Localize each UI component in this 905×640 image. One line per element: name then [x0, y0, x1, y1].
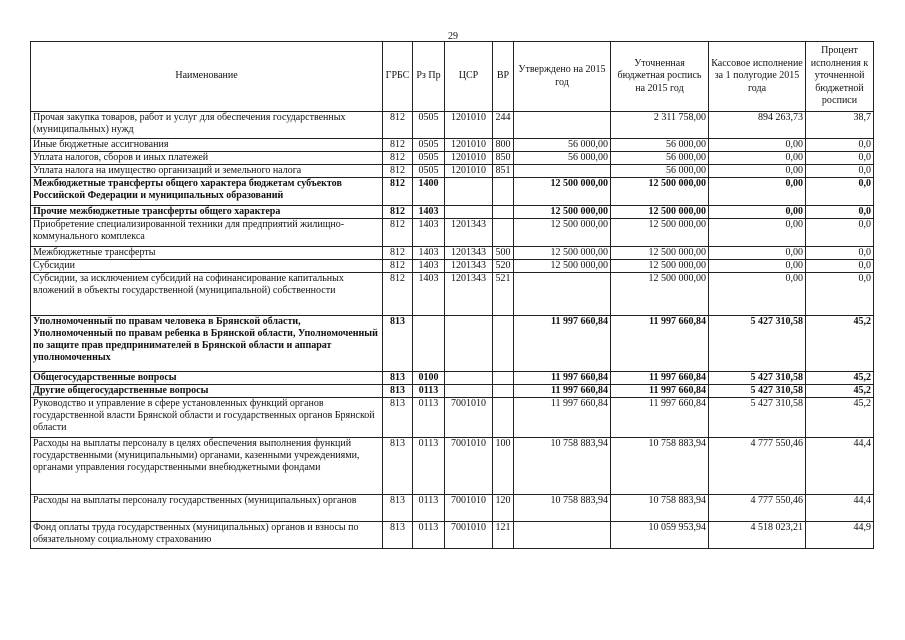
row-vr: 100 — [493, 438, 514, 495]
row-percent: 0,0 — [806, 273, 874, 316]
row-refined: 10 758 883,94 — [611, 438, 709, 495]
row-vr — [493, 316, 514, 372]
table-row — [31, 178, 874, 206]
header-refined: Уточненная бюджетная роспись на 2015 год — [611, 42, 709, 112]
row-rzpr: 0505 — [413, 152, 445, 165]
table-row — [31, 438, 874, 495]
row-rzpr: 1403 — [413, 260, 445, 273]
row-name: Приобретение специализированной техники для предприятий жилищно-коммунального комплекса — [31, 219, 383, 247]
row-grbs: 813 — [383, 316, 413, 372]
row-cash: 0,00 — [709, 273, 806, 316]
row-rzpr: 1403 — [413, 247, 445, 260]
row-rzpr: 0113 — [413, 522, 445, 549]
header-csr: ЦСР — [445, 42, 493, 112]
row-rzpr: 0505 — [413, 139, 445, 152]
row-percent: 0,0 — [806, 219, 874, 247]
row-vr: 500 — [493, 247, 514, 260]
row-csr: 1201010 — [445, 165, 493, 178]
row-approved: 10 758 883,94 — [514, 438, 611, 495]
row-vr — [493, 178, 514, 206]
table-header-row — [31, 42, 874, 112]
header-approved: Утверждено на 2015 год — [514, 42, 611, 112]
row-grbs: 812 — [383, 273, 413, 316]
header-name: Наименование — [31, 42, 383, 112]
row-csr — [445, 372, 493, 385]
row-rzpr: 1403 — [413, 206, 445, 219]
row-vr: 850 — [493, 152, 514, 165]
row-grbs: 812 — [383, 152, 413, 165]
row-rzpr: 1403 — [413, 219, 445, 247]
row-percent: 44,4 — [806, 438, 874, 495]
row-name: Расходы на выплаты персоналу государственных (муниципальных) органов — [31, 495, 383, 522]
table-row — [31, 165, 874, 178]
row-csr: 7001010 — [445, 495, 493, 522]
row-name: Расходы на выплаты персоналу в целях обеспечения выполнения функций государственными (муниципальными) органами, казенными учреждениями, органами управления государственными внебюджетными фондами — [31, 438, 383, 495]
row-cash: 5 427 310,58 — [709, 398, 806, 438]
row-percent: 44,9 — [806, 522, 874, 549]
table-row — [31, 139, 874, 152]
row-csr: 1201343 — [445, 247, 493, 260]
row-refined: 11 997 660,84 — [611, 316, 709, 372]
table-row — [31, 495, 874, 522]
row-refined: 12 500 000,00 — [611, 178, 709, 206]
row-name: Общегосударственные вопросы — [31, 372, 383, 385]
table-row — [31, 273, 874, 316]
row-csr: 1201010 — [445, 152, 493, 165]
row-approved: 11 997 660,84 — [514, 385, 611, 398]
row-name: Другие общегосударственные вопросы — [31, 385, 383, 398]
row-name: Уплата налога на имущество организаций и земельного налога — [31, 165, 383, 178]
row-csr — [445, 316, 493, 372]
row-cash: 0,00 — [709, 152, 806, 165]
row-cash: 0,00 — [709, 206, 806, 219]
row-grbs: 812 — [383, 219, 413, 247]
row-approved — [514, 165, 611, 178]
row-vr: 120 — [493, 495, 514, 522]
row-percent: 0,0 — [806, 165, 874, 178]
row-csr: 1201343 — [445, 219, 493, 247]
row-approved: 12 500 000,00 — [514, 260, 611, 273]
row-refined: 12 500 000,00 — [611, 206, 709, 219]
row-approved: 12 500 000,00 — [514, 219, 611, 247]
row-rzpr: 0113 — [413, 398, 445, 438]
row-cash: 4 518 023,21 — [709, 522, 806, 549]
row-approved: 56 000,00 — [514, 139, 611, 152]
row-rzpr — [413, 316, 445, 372]
row-percent: 44,4 — [806, 495, 874, 522]
row-grbs: 813 — [383, 522, 413, 549]
row-name: Субсидии, за исключением субсидий на софинансирование капитальных вложений в объекты государственной (муниципальной) собственности — [31, 273, 383, 316]
table-row — [31, 260, 874, 273]
row-grbs: 813 — [383, 398, 413, 438]
table-row — [31, 206, 874, 219]
table-row — [31, 316, 874, 372]
row-approved: 12 500 000,00 — [514, 206, 611, 219]
row-rzpr: 0100 — [413, 372, 445, 385]
table-row — [31, 247, 874, 260]
row-grbs: 812 — [383, 165, 413, 178]
row-refined: 2 311 758,00 — [611, 112, 709, 139]
row-vr: 121 — [493, 522, 514, 549]
row-percent: 0,0 — [806, 139, 874, 152]
row-name: Прочие межбюджетные трансферты общего характера — [31, 206, 383, 219]
header-cash: Кассовое исполнение за 1 полугодие 2015 года — [709, 42, 806, 112]
row-csr — [445, 385, 493, 398]
row-vr — [493, 206, 514, 219]
row-csr — [445, 206, 493, 219]
row-approved: 12 500 000,00 — [514, 178, 611, 206]
row-percent: 38,7 — [806, 112, 874, 139]
row-vr: 244 — [493, 112, 514, 139]
row-grbs: 812 — [383, 139, 413, 152]
row-cash: 4 777 550,46 — [709, 495, 806, 522]
row-rzpr: 1400 — [413, 178, 445, 206]
row-cash: 0,00 — [709, 139, 806, 152]
table-row — [31, 385, 874, 398]
row-grbs: 812 — [383, 112, 413, 139]
row-cash: 5 427 310,58 — [709, 385, 806, 398]
table-row — [31, 398, 874, 438]
row-cash: 0,00 — [709, 219, 806, 247]
table-row — [31, 219, 874, 247]
row-name: Фонд оплаты труда государственных (муниципальных) органов и взносы по обязательному социальному страхованию — [31, 522, 383, 549]
row-grbs: 813 — [383, 495, 413, 522]
row-refined: 12 500 000,00 — [611, 247, 709, 260]
row-approved: 12 500 000,00 — [514, 247, 611, 260]
row-csr: 7001010 — [445, 438, 493, 495]
row-approved: 56 000,00 — [514, 152, 611, 165]
row-percent: 0,0 — [806, 178, 874, 206]
row-vr — [493, 372, 514, 385]
row-approved — [514, 112, 611, 139]
row-cash: 0,00 — [709, 178, 806, 206]
row-csr: 1201010 — [445, 112, 493, 139]
row-approved — [514, 273, 611, 316]
row-approved: 11 997 660,84 — [514, 372, 611, 385]
row-percent: 45,2 — [806, 316, 874, 372]
table-row — [31, 372, 874, 385]
row-percent: 0,0 — [806, 152, 874, 165]
header-grbs: ГРБС — [383, 42, 413, 112]
row-refined: 11 997 660,84 — [611, 372, 709, 385]
row-grbs: 812 — [383, 206, 413, 219]
row-csr: 7001010 — [445, 522, 493, 549]
row-refined: 56 000,00 — [611, 165, 709, 178]
row-percent: 0,0 — [806, 260, 874, 273]
row-rzpr: 0505 — [413, 165, 445, 178]
row-cash: 0,00 — [709, 165, 806, 178]
row-cash: 5 427 310,58 — [709, 316, 806, 372]
row-refined: 56 000,00 — [611, 139, 709, 152]
row-name: Прочая закупка товаров, работ и услуг для обеспечения государственных (муниципальных) нужд — [31, 112, 383, 139]
row-refined: 56 000,00 — [611, 152, 709, 165]
header-rzpr: Рз Пр — [413, 42, 445, 112]
row-refined: 11 997 660,84 — [611, 398, 709, 438]
row-name: Субсидии — [31, 260, 383, 273]
row-refined: 10 758 883,94 — [611, 495, 709, 522]
header-vr: ВР — [493, 42, 514, 112]
row-percent: 45,2 — [806, 385, 874, 398]
row-grbs: 812 — [383, 260, 413, 273]
row-vr: 851 — [493, 165, 514, 178]
table-row — [31, 522, 874, 549]
row-name: Уплата налогов, сборов и иных платежей — [31, 152, 383, 165]
row-name: Межбюджетные трансферты — [31, 247, 383, 260]
row-grbs: 812 — [383, 178, 413, 206]
table-body — [31, 112, 874, 549]
row-vr — [493, 398, 514, 438]
row-name: Иные бюджетные ассигнования — [31, 139, 383, 152]
header-percent: Процент исполнения к уточненной бюджетной росписи — [806, 42, 874, 112]
row-rzpr: 0113 — [413, 495, 445, 522]
row-rzpr: 0113 — [413, 438, 445, 495]
row-refined: 11 997 660,84 — [611, 385, 709, 398]
row-cash: 0,00 — [709, 247, 806, 260]
row-csr: 7001010 — [445, 398, 493, 438]
row-rzpr: 0505 — [413, 112, 445, 139]
row-refined: 12 500 000,00 — [611, 260, 709, 273]
row-cash: 894 263,73 — [709, 112, 806, 139]
row-percent: 45,2 — [806, 398, 874, 438]
row-grbs: 813 — [383, 385, 413, 398]
row-name: Уполномоченный по правам человека в Брянской области, Уполномоченный по правам ребенка в Брянской области, Уполномоченный по защите прав предпринимателей в Брянской области и аппарат уполномоченных — [31, 316, 383, 372]
row-name: Межбюджетные трансферты общего характера бюджетам субъектов Российской Федерации и муниципальных образований — [31, 178, 383, 206]
row-vr — [493, 219, 514, 247]
row-percent: 45,2 — [806, 372, 874, 385]
row-approved — [514, 522, 611, 549]
row-vr — [493, 385, 514, 398]
row-refined: 12 500 000,00 — [611, 219, 709, 247]
row-csr: 1201343 — [445, 273, 493, 316]
table-row — [31, 152, 874, 165]
row-name: Руководство и управление в сфере установленных функций органов государственной власти Брянской области и государственных органов Брянской области — [31, 398, 383, 438]
row-grbs: 813 — [383, 372, 413, 385]
row-csr — [445, 178, 493, 206]
row-vr: 521 — [493, 273, 514, 316]
row-grbs: 813 — [383, 438, 413, 495]
page-number: 29 — [448, 31, 458, 42]
row-rzpr: 1403 — [413, 273, 445, 316]
row-percent: 0,0 — [806, 247, 874, 260]
row-refined: 12 500 000,00 — [611, 273, 709, 316]
row-approved: 10 758 883,94 — [514, 495, 611, 522]
row-grbs: 812 — [383, 247, 413, 260]
row-approved: 11 997 660,84 — [514, 398, 611, 438]
row-vr: 520 — [493, 260, 514, 273]
row-cash: 5 427 310,58 — [709, 372, 806, 385]
row-rzpr: 0113 — [413, 385, 445, 398]
row-csr: 1201010 — [445, 139, 493, 152]
row-cash: 0,00 — [709, 260, 806, 273]
row-refined: 10 059 953,94 — [611, 522, 709, 549]
row-vr: 800 — [493, 139, 514, 152]
row-cash: 4 777 550,46 — [709, 438, 806, 495]
row-csr: 1201343 — [445, 260, 493, 273]
budget-table — [30, 41, 874, 549]
row-approved: 11 997 660,84 — [514, 316, 611, 372]
table-row — [31, 112, 874, 139]
row-percent: 0,0 — [806, 206, 874, 219]
